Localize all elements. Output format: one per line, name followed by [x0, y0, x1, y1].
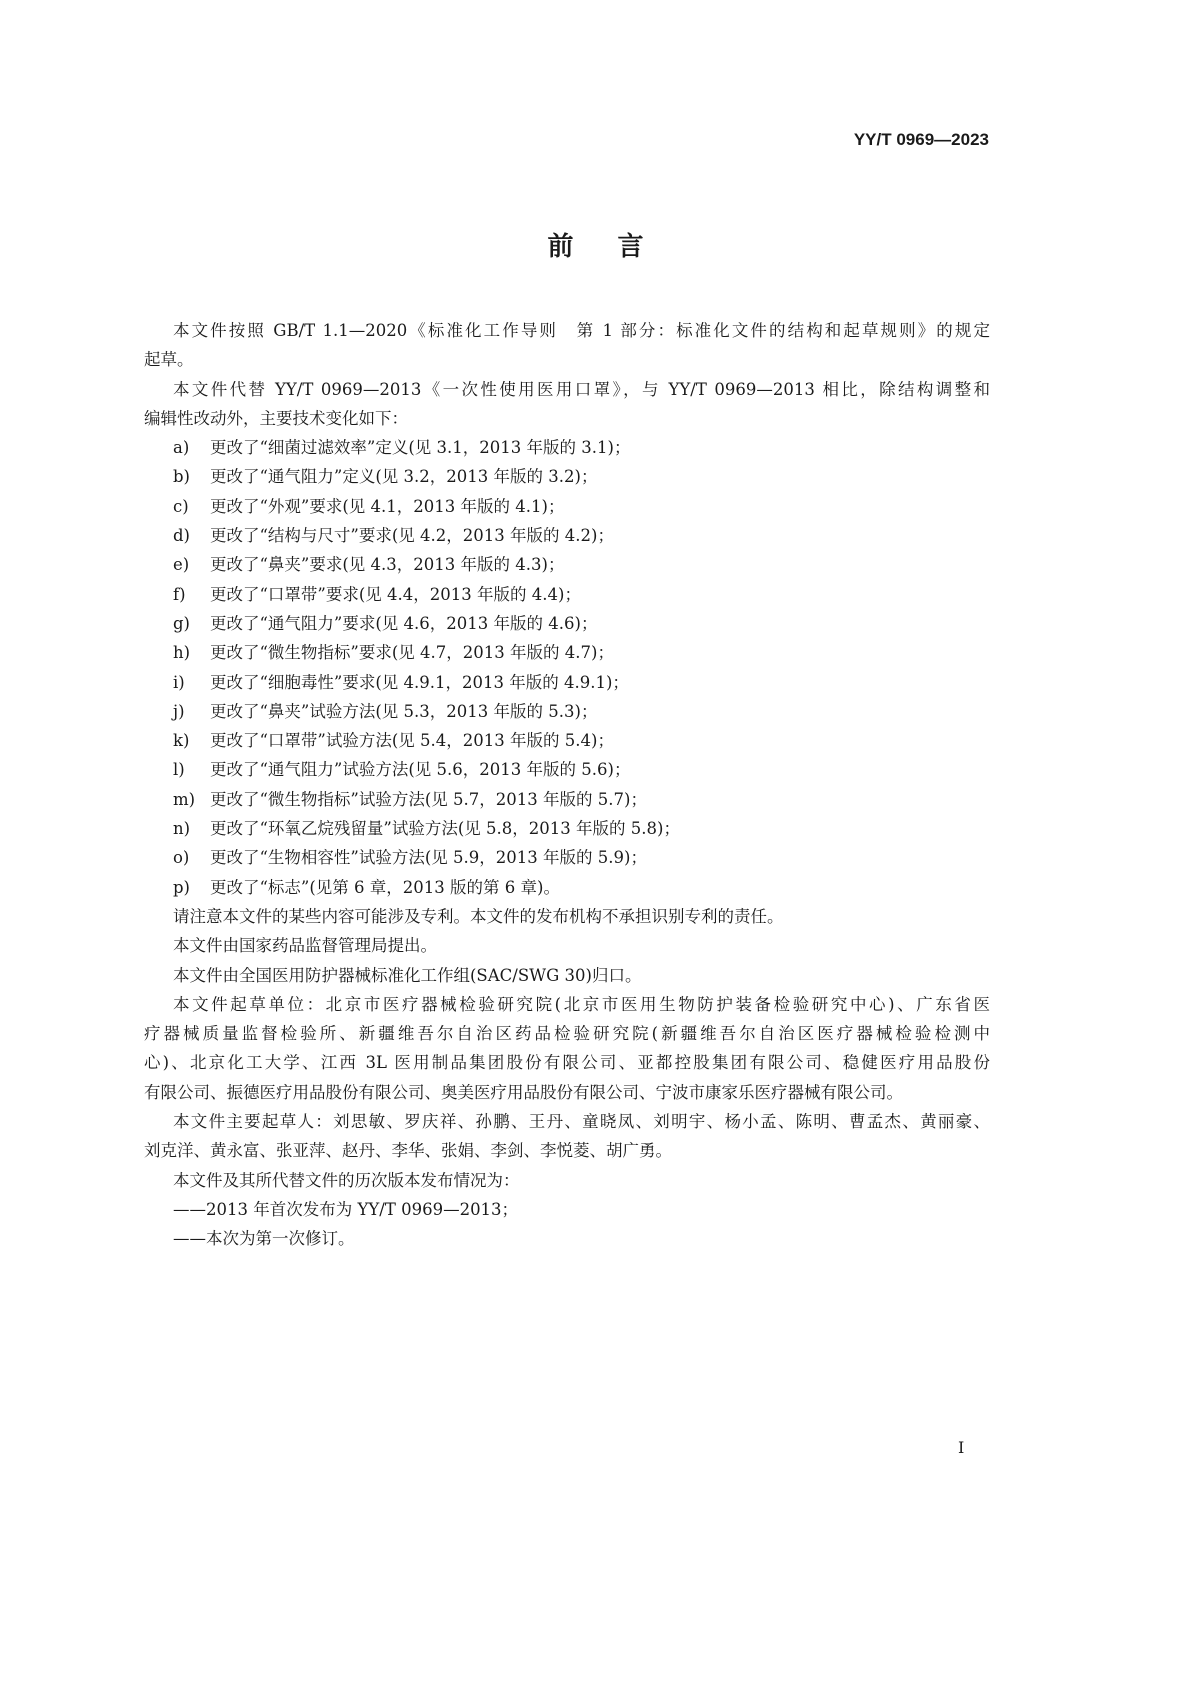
list-item-label: b): [173, 467, 190, 487]
list-item-text: 更改了“环氧乙烷残留量”试验方法(见 5.8，2013 年版的 5.8)；: [210, 819, 680, 839]
list-item-text: 更改了“鼻夹”试验方法(见 5.3，2013 年版的 5.3)；: [210, 701, 598, 721]
list-item-text: 更改了“微生物指标”要求(见 4.7，2013 年版的 4.7)；: [210, 643, 614, 663]
paragraph-line: 本文件由国家药品监督管理局提出。: [173, 936, 437, 956]
paragraph-line: 疗器械质量监督检验所、新疆维吾尔自治区药品检验研究院(新疆维吾尔自治区医疗器械检验检测中: [144, 1024, 990, 1044]
list-item-text: 更改了“外观”要求(见 4.1，2013 年版的 4.1)；: [210, 496, 565, 516]
list-item: [144, 755, 990, 784]
page-number: I: [958, 1438, 965, 1457]
list-item: [144, 609, 990, 638]
list-item: [144, 785, 990, 814]
list-item-text: 更改了“口罩带”要求(见 4.4，2013 年版的 4.4)；: [210, 584, 581, 604]
list-item: [144, 492, 990, 521]
list-item-label: p): [173, 877, 190, 897]
list-item-text: 更改了“通气阻力”定义(见 3.2，2013 年版的 3.2)；: [210, 467, 598, 487]
list-item: [144, 843, 990, 872]
page-title: 前言: [547, 232, 688, 262]
list-item-text: 更改了“鼻夹”要求(见 4.3，2013 年版的 4.3)；: [210, 555, 565, 575]
list-item-label: m): [173, 789, 196, 809]
list-item-text: 更改了“微生物指标”试验方法(见 5.7，2013 年版的 5.7)；: [210, 789, 647, 809]
list-item-text: 更改了“通气阻力”要求(见 4.6，2013 年版的 4.6)；: [210, 613, 598, 633]
list-item-text: 更改了“生物相容性”试验方法(见 5.9，2013 年版的 5.9)；: [210, 848, 647, 868]
list-item: [144, 668, 990, 697]
list-item-label: l): [173, 760, 185, 780]
list-item-text: 更改了“通气阻力”试验方法(见 5.6，2013 年版的 5.6)；: [210, 760, 631, 780]
paragraph-line: 起草。: [144, 350, 194, 370]
list-item-text: 更改了“口罩带”试验方法(见 5.4，2013 年版的 5.4)；: [210, 731, 614, 751]
paragraph-line: 编辑性改动外，主要技术变化如下：: [144, 408, 408, 428]
list-item-label: k): [173, 731, 190, 751]
paragraph-line: ——本次为第一次修订。: [173, 1229, 355, 1249]
list-item-label: f): [173, 584, 186, 604]
paragraph-line: 本文件主要起草人：刘思敏、罗庆祥、孙鹏、王丹、童晓凤、刘明宇、杨小孟、陈明、曹孟杰、黄丽豪、: [173, 1112, 990, 1132]
list-item-label: j): [173, 701, 185, 721]
list-item-label: i): [173, 672, 185, 692]
paragraph-line: 请注意本文件的某些内容可能涉及专利。本文件的发布机构不承担识别专利的责任。: [173, 906, 784, 926]
list-item-label: e): [173, 555, 190, 575]
list-item-label: d): [173, 526, 190, 546]
paragraph-line: 有限公司、振德医疗用品股份有限公司、奥美医疗用品股份有限公司、宁波市康家乐医疗器械有限公司。: [144, 1082, 903, 1102]
list-item: [144, 638, 990, 667]
list-item-label: c): [173, 496, 189, 516]
list-item: [144, 550, 990, 579]
document-body: [144, 316, 990, 1254]
paragraph-line: 本文件起草单位：北京市医疗器械检验研究院(北京市医用生物防护装备检验研究中心)、广东省医: [173, 994, 990, 1014]
list-item-text: 更改了“细菌过滤效率”定义(见 3.1，2013 年版的 3.1)；: [210, 438, 631, 458]
list-item-label: g): [173, 613, 190, 633]
list-item-text: 更改了“细胞毒性”要求(见 4.9.1，2013 年版的 4.9.1)；: [210, 672, 629, 692]
list-item: [144, 433, 990, 462]
list-item-text: 更改了“标志”(见第 6 章，2013 版的第 6 章)。: [210, 877, 560, 897]
paragraph-line: 刘克洋、黄永富、张亚萍、赵丹、李华、张娟、李剑、李悦菱、胡广勇。: [144, 1141, 672, 1161]
list-item-label: h): [173, 643, 191, 663]
paragraph-line: ——2013 年首次发布为 YY/T 0969—2013；: [173, 1199, 519, 1219]
list-item: [144, 580, 990, 609]
list-item: [144, 814, 990, 843]
document-number: YY/T 0969—2023: [853, 130, 989, 149]
paragraph-line: 本文件及其所代替文件的历次版本发布情况为：: [173, 1170, 520, 1190]
list-item-label: n): [173, 819, 191, 839]
list-item: [144, 521, 990, 550]
list-item: [144, 697, 990, 726]
list-item-label: o): [173, 848, 190, 868]
list-item: [144, 462, 990, 491]
paragraph-line: 本文件由全国医用防护器械标准化工作组(SAC/SWG 30)归口。: [173, 965, 642, 985]
paragraph-line: 本文件代替 YY/T 0969—2013《一次性使用医用口罩》，与 YY/T 0969—2013 相比，除结构调整和: [173, 379, 990, 399]
paragraph-line: 心)、北京化工大学、江西 3L 医用制品集团股份有限公司、亚都控股集团有限公司、稳健医疗用品股份: [144, 1053, 990, 1073]
list-item-text: 更改了“结构与尺寸”要求(见 4.2，2013 年版的 4.2)；: [210, 526, 614, 546]
paragraph-line: 本文件按照 GB/T 1.1—2020《标准化工作导则 第 1 部分：标准化文件的结构和起草规则》的规定: [173, 321, 990, 340]
list-item: [144, 873, 990, 902]
list-item: [144, 726, 990, 755]
list-item-label: a): [173, 438, 190, 458]
